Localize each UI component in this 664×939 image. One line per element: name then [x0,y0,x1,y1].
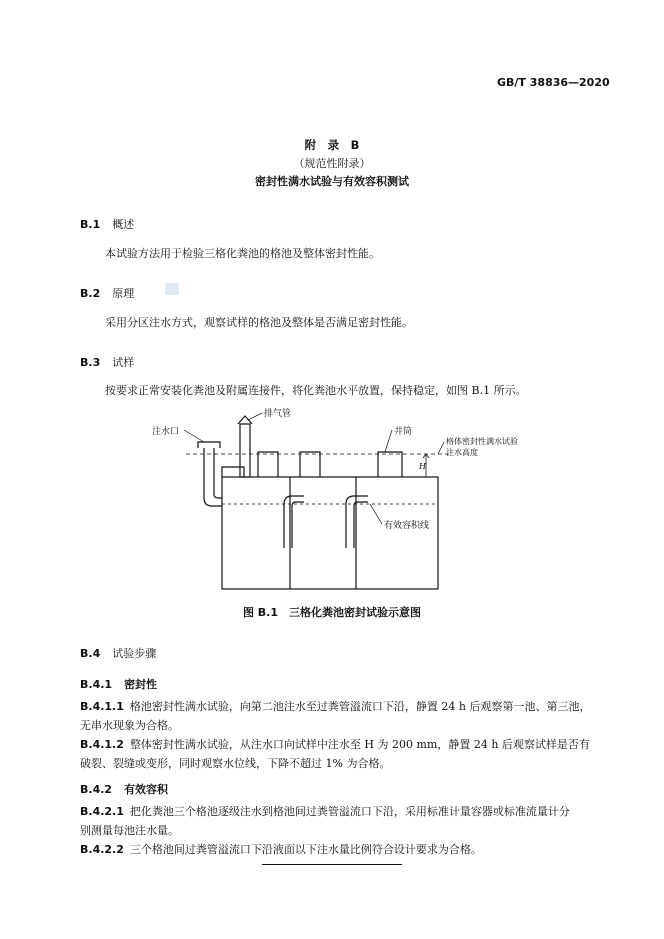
well-2 [300,452,320,477]
septic-tank-diagram [140,400,560,600]
section-b42-heading [80,778,168,797]
section-b2-heading [80,282,134,301]
end-rule [262,864,402,865]
watermark-mark [165,283,179,295]
vent-pipe [240,424,250,477]
section-b3-heading [80,351,134,370]
section-b41-heading [80,673,157,692]
clause-b422-line1 [80,840,482,859]
clause-b412-line2: 破裂、裂缝或变形，同时观察水位线，下降不超过 1% 为合格。 [80,757,391,770]
clause-b411-line1 [80,697,590,716]
well-1 [258,452,278,477]
clause-number: B.4.1.2 [80,738,124,751]
clause-text: 三个格池间过粪管溢流口下沿液面以下注水量比例符合设计要求为合格。 [129,843,482,856]
clause-number: B.4.2.1 [80,805,124,818]
clause-b412-line1 [80,735,590,754]
section-number: B.2 [80,287,101,300]
section-title: 试样 [112,356,135,369]
section-b1-heading [80,213,134,232]
appendix-title: 附 录 B [304,138,360,152]
label-inlet: 注水口 [152,427,180,437]
section-number: B.4.1 [80,678,113,691]
section-title: 有效容积 [124,783,169,796]
section-number: B.3 [80,356,101,369]
clause-b421-line1 [80,802,570,821]
label-test-height-1: 格体密封性满水试验 [446,437,518,446]
section-b1-text: 本试验方法用于检验三格化粪池的格池及整体密封性能。 [105,247,380,260]
section-b4-heading [80,642,156,661]
section-title: 密封性 [124,678,158,691]
appendix-type: （规范性附录） [293,157,371,170]
section-b2-text: 采用分区注水方式，观察试样的格池及整体是否满足密封性能。 [105,316,413,329]
clause-number: B.4.1.1 [80,700,124,713]
section-b3-text: 按要求正常安装化粪池及附属连接件，将化粪池水平放置，保持稳定，如图 B.1 所示。 [105,384,527,397]
tank-body [222,477,438,589]
figure-caption: 图 B.1 三格化粪池密封试验示意图 [242,606,422,619]
clause-b421-line2: 别测量每池注水量。 [80,824,179,837]
well-3 [378,452,402,477]
section-number: B.4 [80,647,101,660]
clause-text: 格池密封性满水试验，向第二池注水至过粪管溢流口下沿，静置 24 h 后观察第一池、第三池， [129,700,591,713]
section-number: B.1 [80,218,101,231]
section-title: 原理 [112,287,135,300]
clause-b411-line2: 无串水现象为合格。 [80,719,179,732]
label-h: H [419,462,426,471]
label-effective-volume: 有效容积线 [384,521,430,531]
appendix-subtitle: 密封性满水试验与有效容积测试 [255,175,409,188]
clause-text: 把化粪池三个格池逐级注水到格池间过粪管溢流口下沿，采用标准计量容器或标准流量计分 [129,805,570,818]
section-title: 试验步骤 [112,647,157,660]
label-vent: 排气管 [264,409,292,419]
clause-number: B.4.2.2 [80,843,124,856]
section-number: B.4.2 [80,783,113,796]
section-title: 概述 [112,218,135,231]
label-well: 井筒 [394,427,413,437]
standard-number: GB/T 38836—2020 [497,76,610,89]
clause-text: 整体密封性满水试验，从注水口向试样中注水至 H 为 200 mm，静置 24 h 后观察试样是否有 [129,738,590,751]
label-test-height-2: 注水高度 [446,448,478,457]
